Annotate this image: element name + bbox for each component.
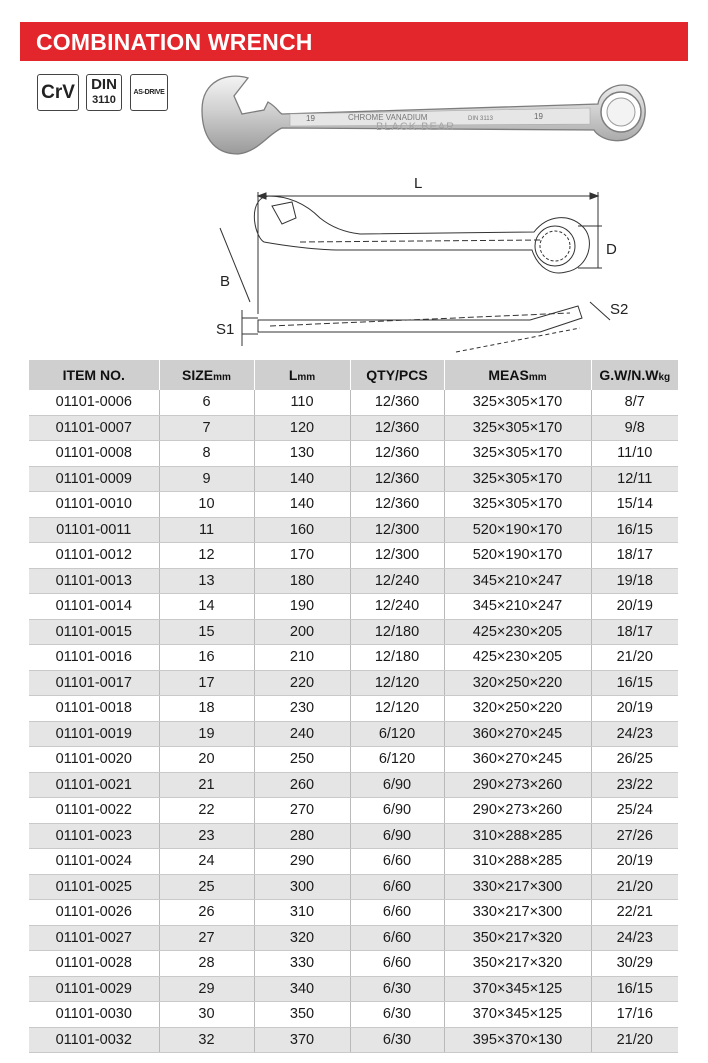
- table-cell: 6/30: [350, 976, 444, 1002]
- table-cell: 370×345×125: [444, 976, 591, 1002]
- photo-brand: BLACK BEAR: [376, 121, 456, 133]
- table-cell: 200: [254, 619, 350, 645]
- table-cell: 17/16: [591, 1002, 678, 1028]
- table-cell: 01101-0023: [29, 823, 159, 849]
- table-cell: 360×270×245: [444, 747, 591, 773]
- column-header-label: QTY/PCS: [366, 367, 428, 383]
- table-cell: 140: [254, 466, 350, 492]
- table-cell: 20/19: [591, 594, 678, 620]
- table-cell: 325×305×170: [444, 415, 591, 441]
- table-row: [29, 976, 678, 1002]
- table-cell: 01101-0009: [29, 466, 159, 492]
- table-cell: 29: [159, 976, 254, 1002]
- table-cell: 290: [254, 849, 350, 875]
- table-cell: 01101-0032: [29, 1027, 159, 1053]
- table-cell: 6/90: [350, 772, 444, 798]
- table-cell: 6: [159, 390, 254, 415]
- table-row: [29, 721, 678, 747]
- table-cell: 01101-0011: [29, 517, 159, 543]
- table-cell: 27/26: [591, 823, 678, 849]
- column-header-unit: mm: [213, 372, 231, 383]
- column-header-unit: mm: [528, 372, 547, 383]
- table-cell: 22/21: [591, 900, 678, 926]
- table-cell: 25: [159, 874, 254, 900]
- table-cell: 01101-0008: [29, 441, 159, 467]
- table-row: [29, 415, 678, 441]
- table-cell: 8: [159, 441, 254, 467]
- table-cell: 24/23: [591, 721, 678, 747]
- table-cell: 12/180: [350, 619, 444, 645]
- table-row: [29, 441, 678, 467]
- table-cell: 170: [254, 543, 350, 569]
- column-header-unit: mm: [297, 372, 316, 383]
- table-cell: 21/20: [591, 874, 678, 900]
- table-cell: 6/90: [350, 823, 444, 849]
- spec-table: [29, 360, 678, 1053]
- table-cell: 6/90: [350, 798, 444, 824]
- table-row: [29, 925, 678, 951]
- table-cell: 350×217×320: [444, 951, 591, 977]
- dimension-label-s2: S2: [610, 301, 629, 318]
- table-cell: 300: [254, 874, 350, 900]
- table-cell: 21: [159, 772, 254, 798]
- table-row: [29, 594, 678, 620]
- table-cell: 01101-0018: [29, 696, 159, 722]
- table-cell: 15: [159, 619, 254, 645]
- table-cell: 28: [159, 951, 254, 977]
- table-row: [29, 492, 678, 518]
- table-cell: 310: [254, 900, 350, 926]
- table-cell: 26/25: [591, 747, 678, 773]
- table-cell: 6/120: [350, 721, 444, 747]
- table-cell: 18/17: [591, 619, 678, 645]
- table-cell: 26: [159, 900, 254, 926]
- as-drive-badge: AS-DRIVE: [130, 74, 168, 111]
- table-cell: 01101-0030: [29, 1002, 159, 1028]
- table-row: [29, 543, 678, 569]
- din-badge-top: DIN: [91, 76, 117, 93]
- table-cell: 11/10: [591, 441, 678, 467]
- din-badge-bottom: 3110: [92, 94, 116, 106]
- column-header: [591, 360, 678, 390]
- table-cell: 340: [254, 976, 350, 1002]
- table-cell: 325×305×170: [444, 466, 591, 492]
- column-header-label: ITEM NO.: [62, 367, 125, 383]
- table-cell: 12/360: [350, 466, 444, 492]
- table-cell: 21/20: [591, 1027, 678, 1053]
- table-cell: 01101-0012: [29, 543, 159, 569]
- table-cell: 16: [159, 645, 254, 671]
- table-cell: 18: [159, 696, 254, 722]
- table-cell: 32: [159, 1027, 254, 1053]
- column-header: [350, 360, 444, 390]
- table-cell: 12/180: [350, 645, 444, 671]
- table-cell: 280: [254, 823, 350, 849]
- table-cell: 10: [159, 492, 254, 518]
- table-cell: 9/8: [591, 415, 678, 441]
- photo-size-left: 19: [306, 114, 315, 123]
- table-cell: 330×217×300: [444, 874, 591, 900]
- table-cell: 520×190×170: [444, 517, 591, 543]
- table-cell: 01101-0020: [29, 747, 159, 773]
- table-cell: 350: [254, 1002, 350, 1028]
- table-cell: 01101-0006: [29, 390, 159, 415]
- din-badge: [86, 74, 122, 111]
- table-row: [29, 747, 678, 773]
- table-cell: 23: [159, 823, 254, 849]
- table-cell: 01101-0017: [29, 670, 159, 696]
- table-cell: 250: [254, 747, 350, 773]
- table-cell: 01101-0016: [29, 645, 159, 671]
- table-cell: 24: [159, 849, 254, 875]
- table-cell: 320: [254, 925, 350, 951]
- table-cell: 12/300: [350, 517, 444, 543]
- table-row: [29, 390, 678, 415]
- table-cell: 01101-0015: [29, 619, 159, 645]
- table-cell: 210: [254, 645, 350, 671]
- table-cell: 190: [254, 594, 350, 620]
- table-cell: 12/360: [350, 390, 444, 415]
- table-cell: 6/60: [350, 900, 444, 926]
- table-cell: 8/7: [591, 390, 678, 415]
- table-cell: 12/360: [350, 492, 444, 518]
- column-header: [444, 360, 591, 390]
- table-cell: 6/30: [350, 1027, 444, 1053]
- table-cell: 12: [159, 543, 254, 569]
- table-cell: 16/15: [591, 670, 678, 696]
- table-cell: 350×217×320: [444, 925, 591, 951]
- wrench-photo: [198, 72, 650, 164]
- table-cell: 12/300: [350, 543, 444, 569]
- table-cell: 01101-0007: [29, 415, 159, 441]
- table-cell: 19/18: [591, 568, 678, 594]
- dimension-label-b: B: [220, 273, 231, 290]
- table-cell: 12/240: [350, 568, 444, 594]
- table-cell: 01101-0014: [29, 594, 159, 620]
- table-cell: 13: [159, 568, 254, 594]
- table-cell: 6/30: [350, 1002, 444, 1028]
- table-cell: 425×230×205: [444, 619, 591, 645]
- table-cell: 25/24: [591, 798, 678, 824]
- table-cell: 17: [159, 670, 254, 696]
- table-cell: 425×230×205: [444, 645, 591, 671]
- table-cell: 6/60: [350, 951, 444, 977]
- table-cell: 230: [254, 696, 350, 722]
- table-cell: 370×345×125: [444, 1002, 591, 1028]
- table-row: [29, 670, 678, 696]
- table-row: [29, 568, 678, 594]
- table-cell: 240: [254, 721, 350, 747]
- table-cell: 15/14: [591, 492, 678, 518]
- table-cell: 9: [159, 466, 254, 492]
- table-cell: 370: [254, 1027, 350, 1053]
- table-cell: 395×370×130: [444, 1027, 591, 1053]
- table-cell: 19: [159, 721, 254, 747]
- table-row: [29, 466, 678, 492]
- table-cell: 12/360: [350, 415, 444, 441]
- table-cell: 30: [159, 1002, 254, 1028]
- table-cell: 310×288×285: [444, 823, 591, 849]
- table-cell: 6/60: [350, 874, 444, 900]
- table-row: [29, 645, 678, 671]
- dimension-label-s1: S1: [216, 321, 235, 338]
- table-cell: 325×305×170: [444, 441, 591, 467]
- table-cell: 01101-0024: [29, 849, 159, 875]
- table-cell: 180: [254, 568, 350, 594]
- crv-badge: CrV: [37, 74, 79, 111]
- table-cell: 6/60: [350, 849, 444, 875]
- table-cell: 01101-0019: [29, 721, 159, 747]
- table-cell: 6/120: [350, 747, 444, 773]
- table-cell: 12/240: [350, 594, 444, 620]
- table-cell: 01101-0013: [29, 568, 159, 594]
- table-cell: 01101-0021: [29, 772, 159, 798]
- photo-size-right: 19: [534, 112, 543, 121]
- table-cell: 20/19: [591, 696, 678, 722]
- table-cell: 270: [254, 798, 350, 824]
- table-row: [29, 900, 678, 926]
- table-cell: 220: [254, 670, 350, 696]
- table-body: [29, 390, 678, 1053]
- column-header: [159, 360, 254, 390]
- table-row: [29, 696, 678, 722]
- table-cell: 20: [159, 747, 254, 773]
- table-cell: 24/23: [591, 925, 678, 951]
- table-cell: 01101-0029: [29, 976, 159, 1002]
- table-row: [29, 874, 678, 900]
- table-row: [29, 1002, 678, 1028]
- table-cell: 6/60: [350, 925, 444, 951]
- table-header-row: [29, 360, 678, 390]
- table-cell: 520×190×170: [444, 543, 591, 569]
- table-cell: 01101-0028: [29, 951, 159, 977]
- table-cell: 27: [159, 925, 254, 951]
- dimension-label-l: L: [414, 175, 423, 192]
- table-cell: 320×250×220: [444, 696, 591, 722]
- table-cell: 12/120: [350, 670, 444, 696]
- table-cell: 320×250×220: [444, 670, 591, 696]
- table-cell: 01101-0025: [29, 874, 159, 900]
- table-cell: 325×305×170: [444, 492, 591, 518]
- table-cell: 11: [159, 517, 254, 543]
- column-header: [29, 360, 159, 390]
- dimension-diagram: [200, 168, 660, 354]
- table-cell: 325×305×170: [444, 390, 591, 415]
- table-cell: 310×288×285: [444, 849, 591, 875]
- table-cell: 130: [254, 441, 350, 467]
- table-row: [29, 619, 678, 645]
- table-cell: 22: [159, 798, 254, 824]
- table-row: [29, 1027, 678, 1053]
- table-cell: 260: [254, 772, 350, 798]
- table-row: [29, 951, 678, 977]
- table-row: [29, 823, 678, 849]
- table-cell: 120: [254, 415, 350, 441]
- table-cell: 21/20: [591, 645, 678, 671]
- table-cell: 7: [159, 415, 254, 441]
- table-cell: 160: [254, 517, 350, 543]
- table-cell: 12/11: [591, 466, 678, 492]
- table-cell: 140: [254, 492, 350, 518]
- table-cell: 01101-0022: [29, 798, 159, 824]
- table-cell: 290×273×260: [444, 772, 591, 798]
- table-row: [29, 798, 678, 824]
- table-cell: 01101-0027: [29, 925, 159, 951]
- table-cell: 12/360: [350, 441, 444, 467]
- table-cell: 30/29: [591, 951, 678, 977]
- column-header-label: SIZE: [182, 367, 214, 383]
- table-cell: 01101-0010: [29, 492, 159, 518]
- table-row: [29, 849, 678, 875]
- table-cell: 330×217×300: [444, 900, 591, 926]
- dimension-label-d: D: [606, 241, 617, 258]
- table-row: [29, 517, 678, 543]
- column-header-label: L: [288, 367, 298, 383]
- table-cell: 330: [254, 951, 350, 977]
- column-header-label: MEAS: [488, 367, 529, 383]
- photo-material: CHROME VANADIUM: [348, 113, 428, 122]
- column-header-unit: kg: [658, 372, 671, 383]
- column-header-label: G.W/N.W: [599, 367, 659, 383]
- page-title: COMBINATION WRENCH: [20, 22, 688, 61]
- table-cell: 18/17: [591, 543, 678, 569]
- table-cell: 01101-0026: [29, 900, 159, 926]
- photo-standard: DIN 3113: [468, 116, 493, 122]
- table-cell: 110: [254, 390, 350, 415]
- table-cell: 20/19: [591, 849, 678, 875]
- table-cell: 360×270×245: [444, 721, 591, 747]
- table-cell: 345×210×247: [444, 594, 591, 620]
- column-header: [254, 360, 350, 390]
- table-cell: 290×273×260: [444, 798, 591, 824]
- table-cell: 345×210×247: [444, 568, 591, 594]
- table-cell: 16/15: [591, 517, 678, 543]
- table-cell: 12/120: [350, 696, 444, 722]
- table-row: [29, 772, 678, 798]
- table-cell: 14: [159, 594, 254, 620]
- table-cell: 16/15: [591, 976, 678, 1002]
- table-cell: 23/22: [591, 772, 678, 798]
